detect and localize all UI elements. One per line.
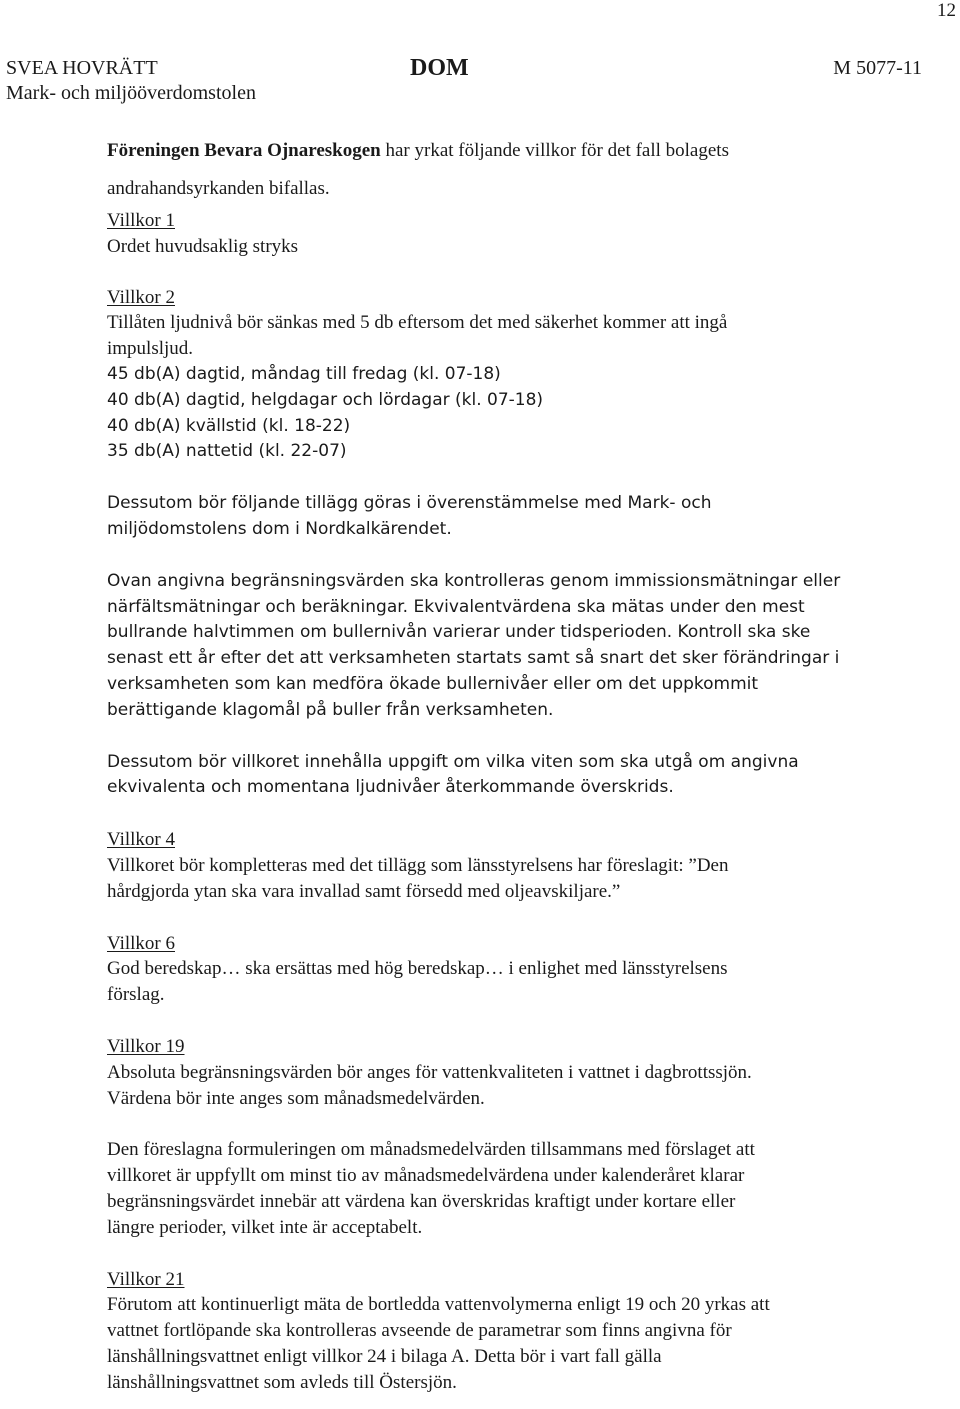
villkor-4-section: [107, 827, 907, 904]
villkor-21-label: Villkor 21: [107, 1268, 185, 1290]
villkor-2-line-1: Tillåten ljudnivå bör sänkas med 5 db eftersom det med säkerhet kommer att ingå: [107, 312, 728, 334]
control-line: bullrande halvtimmen om bullernivån varierar under tidsperioden. Kontroll ska ske: [107, 622, 811, 643]
villkor-19-formulation-line: begränsningsvärdet innebär att värdena kan överskridas kraftigt under kortare eller: [107, 1190, 736, 1212]
villkor-6-line: förslag.: [107, 984, 165, 1006]
penalty-line: Dessutom bör villkoret innehålla uppgift om vilka viten som ska utgå om angivna: [107, 751, 799, 772]
addition-line-1: Dessutom bör följande tillägg göras i överenstämmelse med Mark- och: [107, 493, 712, 514]
noise-level-item: 40 db(A) kvällstid (kl. 18-22): [107, 415, 351, 436]
intro-text-line-2: andrahandsyrkanden bifallas.: [107, 178, 330, 199]
villkor-2-label: Villkor 2: [107, 286, 175, 308]
villkor-6-line: God beredskap… ska ersättas med hög beredskap… i enlighet med länsstyrelsens: [107, 958, 728, 980]
villkor-19-formulation-line: villkoret är uppfyllt om minst tio av månadsmedelvärdena under kalenderåret klarar: [107, 1165, 745, 1187]
villkor-21-line: länshållningsvattnet som avleds till Östersjön.: [107, 1371, 457, 1393]
control-line: verksamheten som kan medföra ökade bullernivåer eller om det uppkommit: [107, 673, 759, 694]
control-line: närfältsmätningar och beräkningar. Ekvivalentvärdena ska mätas under den mest: [107, 596, 805, 617]
noise-level-item: 40 db(A) dagtid, helgdagar och lördagar (kl. 07-18): [107, 389, 544, 410]
villkor-19-formulation-line: Den föreslagna formuleringen om månadsmedelvärden tillsammans med förslaget att: [107, 1139, 755, 1161]
villkor-19-formulation-paragraph: [107, 1137, 907, 1240]
villkor-4-line: hårdgjorda ytan ska vara invallad samt försedd med oljeavskiljare.”: [107, 880, 621, 902]
villkor-19-section: [107, 1034, 907, 1111]
villkor-6-section: [107, 931, 907, 1008]
villkor-21-section: [107, 1267, 907, 1396]
noise-level-item: 45 db(A) dagtid, måndag till fredag (kl. 07-18): [107, 363, 501, 384]
villkor-21-line: Förutom att kontinuerligt mäta de bortledda vattenvolymerna enligt 19 och 20 yrkas att: [107, 1294, 770, 1316]
villkor-2-line-2: impulsljud.: [107, 338, 194, 360]
control-line: senast ett år efter det att verksamheten startats samt så snart det sker förändringar i: [107, 648, 840, 669]
penalty-paragraph: [107, 750, 907, 802]
document-body: [107, 132, 907, 1395]
villkor-21-line: länshållningsvattnet enligt villkor 24 i bilaga A. Detta bör i vart fall gälla: [107, 1345, 662, 1367]
addition-line-2: miljödomstolens dom i Nordkalkärendet.: [107, 518, 452, 539]
document-header: [6, 56, 922, 106]
villkor-1-text: Ordet huvudsaklig stryks: [107, 235, 299, 257]
control-paragraph: [107, 569, 907, 724]
villkor-6-label: Villkor 6: [107, 932, 175, 954]
villkor-19-line: Värdena bör inte anges som månadsmedelvärden.: [107, 1087, 485, 1109]
villkor-4-line: Villkoret bör kompletteras med det tillägg som länsstyrelsens har föreslagit: ”Den: [107, 854, 729, 876]
party-name: Föreningen Bevara Ojnareskogen: [107, 140, 381, 161]
control-line: Ovan angivna begränsningsvärden ska kontrolleras genom immissionsmätningar eller: [107, 570, 841, 591]
villkor-2-section: [107, 285, 907, 466]
court-name: SVEA HOVRÄTT: [6, 57, 158, 79]
intro-paragraph: [107, 132, 907, 208]
court-info: [6, 56, 256, 106]
villkor-19-line: Absoluta begränsningsvärden bör anges för vattenkvaliteten i vattnet i dagbrottssjön.: [107, 1061, 752, 1083]
addition-paragraph: [107, 491, 907, 543]
page-number: 12: [937, 0, 956, 21]
villkor-19-formulation-line: längre perioder, vilket inte är acceptabelt.: [107, 1216, 423, 1238]
document-type: DOM: [410, 55, 469, 81]
intro-text-line-1: har yrkat följande villkor för det fall bolagets: [380, 140, 729, 161]
villkor-19-label: Villkor 19: [107, 1035, 185, 1057]
noise-level-item: 35 db(A) nattetid (kl. 22-07): [107, 441, 347, 462]
court-division: Mark- och miljööverdomstolen: [6, 82, 256, 104]
penalty-line: ekvivalenta och momentana ljudnivåer återkommande överskrids.: [107, 777, 674, 798]
villkor-1-label: Villkor 1: [107, 210, 175, 231]
control-line: berättigande klagomål på buller från verksamheten.: [107, 699, 554, 720]
case-number: M 5077-11: [833, 57, 922, 79]
villkor-21-line: vattnet fortlöpande ska kontrolleras avseende de parametrar som finns angivna för: [107, 1320, 732, 1342]
villkor-4-label: Villkor 4: [107, 829, 175, 851]
villkor-1-section: [107, 208, 907, 260]
